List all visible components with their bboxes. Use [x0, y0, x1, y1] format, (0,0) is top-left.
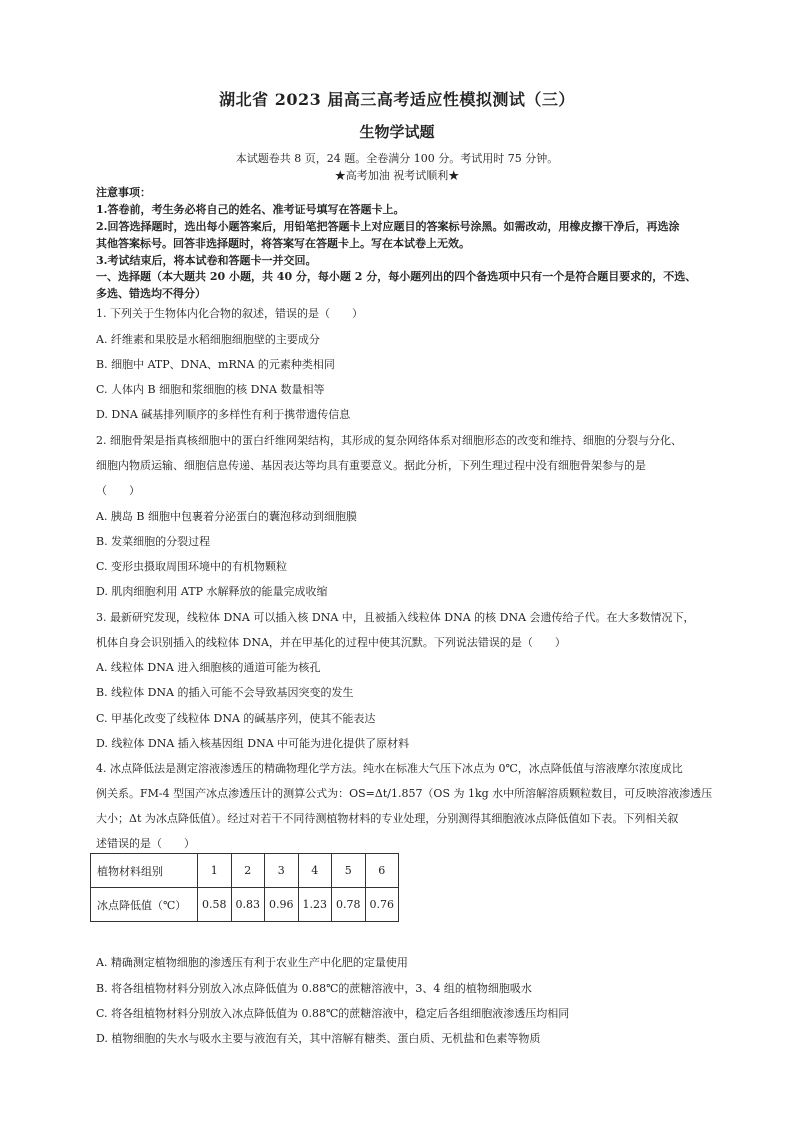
notes-heading: 注意事项：	[96, 186, 151, 199]
section-heading: 一、选择题（本大题共 20 小题，共 40 分，每小题 2 分，每小题列出的四个备选项中只有一个是符合题目要求的，不选、	[96, 270, 697, 283]
notes-item-1: 1.答卷前，考生务必将自己的姓名、准考证号填写在答题卡上。	[96, 203, 405, 216]
q2-option-b: B. 发菜细胞的分裂过程	[96, 535, 211, 548]
q3-option-a: A. 线粒体 DNA 进入细胞核的通道可能为核孔	[96, 661, 321, 674]
q1-option-a: A. 纤维素和果胶是水稻细胞细胞壁的主要成分	[96, 333, 320, 346]
q2-option-c: C. 变形虫摄取周围环境中的有机物颗粒	[96, 560, 288, 573]
notes-item-3: 3.考试结束后，将本试卷和答题卡一并交回。	[96, 254, 317, 267]
table-cell: 5	[332, 854, 366, 888]
table-cell: 0.96	[265, 888, 299, 922]
q4-option-c: C. 将各组植物材料分别放入冰点降低值为 0.88℃的蔗糖溶液中，稳定后各组细胞液渗透压均相同	[96, 1007, 570, 1020]
q3-option-b: B. 线粒体 DNA 的插入可能不会导致基因突变的发生	[96, 686, 354, 699]
q1-option-c: C. 人体内 B 细胞和浆细胞的核 DNA 数量相等	[96, 383, 325, 396]
q2-stem-2: 细胞内物质运输、细胞信息传递、基因表达等均具有重要意义。据此分析，下列生理过程中没有细胞骨架参与的是	[96, 459, 646, 472]
table-cell: 0.58	[198, 888, 232, 922]
q1-option-d: D. DNA 碱基排列顺序的多样性有利于携带遗传信息	[96, 408, 351, 421]
q3-option-d: D. 线粒体 DNA 插入核基因组 DNA 中可能为进化提供了原材料	[96, 737, 410, 750]
table-cell: 4	[298, 854, 332, 888]
table-header-cell: 植物材料组别	[91, 854, 198, 888]
q2-option-d: D. 肌肉细胞利用 ATP 水解释放的能量完成收缩	[96, 585, 328, 598]
q3-option-c: C. 甲基化改变了线粒体 DNA 的碱基序列，使其不能表达	[96, 712, 376, 725]
table-cell: 1.23	[298, 888, 332, 922]
q3-stem-1: 3. 最新研究发现，线粒体 DNA 可以插入核 DNA 中，且被插入线粒体 DNA 的核 DNA 会遗传给子代。在大多数情况下，	[96, 611, 695, 624]
q4-stem-2: 例关系。FM-4 型国产冰点渗透压计的测算公式为：OS=Δt/1.857（OS 为 1kg 水中所溶解溶质颗粒数目，可反映溶液渗透压	[96, 787, 713, 800]
q4-stem-1: 4. 冰点降低法是测定溶液渗透压的精确物理化学方法。纯水在标准大气压下冰点为 0℃，冰点降低值与溶液摩尔浓度成比	[96, 762, 683, 775]
table-cell: 0.83	[231, 888, 265, 922]
table-cell: 0.78	[332, 888, 366, 922]
table-cell: 6	[365, 854, 399, 888]
q4-stem-3: 大小；Δt 为冰点降低值）。经过对若干不同待测植物材料的专业处理，分别测得其细胞液冰点降低值如下表。下列相关叙	[96, 812, 679, 825]
exam-wish: ★高考加油 祝考试顺利★	[334, 169, 460, 182]
q3-stem-2: 机体自身会识别插入的线粒体 DNA，并在甲基化的过程中使其沉默。下列说法错误的是（ ）	[96, 636, 566, 649]
table-cell: 2	[231, 854, 265, 888]
notes-item-2-cont: 其他答案标号。回答非选择题时，将答案写在答题卡上。写在本试卷上无效。	[96, 237, 470, 250]
subject-title: 生物学试题	[359, 123, 435, 141]
q4-option-d: D. 植物细胞的失水与吸水主要与液泡有关，其中溶解有糖类、蛋白质、无机盐和色素等物质	[96, 1032, 541, 1045]
exam-info: 本试题卷共 8 页，24 题。全卷满分 100 分。考试用时 75 分钟。	[235, 152, 559, 165]
table-cell: 1	[198, 854, 232, 888]
q4-stem-4: 述错误的是（ ）	[96, 837, 195, 850]
table-row	[91, 888, 399, 922]
table-cell: 0.76	[365, 888, 399, 922]
notes-item-2: 2.回答选择题时，选出每小题答案后，用铅笔把答题卡上对应题目的答案标号涂黑。如需改动，用橡皮擦干净后，再选涂	[96, 220, 680, 233]
freezing-point-table	[90, 853, 399, 922]
q2-stem-1: 2. 细胞骨架是指真核细胞中的蛋白纤维网架结构，其形成的复杂网络体系对细胞形态的改变和维持、细胞的分裂与分化、	[96, 434, 682, 447]
section-heading-cont: 多选、错选均不得分）	[96, 287, 206, 300]
table-row	[91, 854, 399, 888]
q1-stem: 1. 下列关于生物体内化合物的叙述，错误的是（ ）	[96, 307, 363, 320]
q4-option-b: B. 将各组植物材料分别放入冰点降低值为 0.88℃的蔗糖溶液中，3、4 组的植物细胞吸水	[96, 982, 532, 995]
q4-option-a: A. 精确测定植物细胞的渗透压有利于农业生产中化肥的定量使用	[96, 956, 408, 969]
q1-option-b: B. 细胞中 ATP、DNA、mRNA 的元素种类相同	[96, 358, 335, 371]
table-header-cell: 冰点降低值（℃）	[91, 888, 198, 922]
table-cell: 3	[265, 854, 299, 888]
q2-stem-3: （ ）	[96, 484, 140, 497]
q2-option-a: A. 胰岛 B 细胞中包裹着分泌蛋白的囊泡移动到细胞膜	[96, 510, 358, 523]
page-title: 湖北省 2023 届高三高考适应性模拟测试（三）	[219, 90, 575, 109]
